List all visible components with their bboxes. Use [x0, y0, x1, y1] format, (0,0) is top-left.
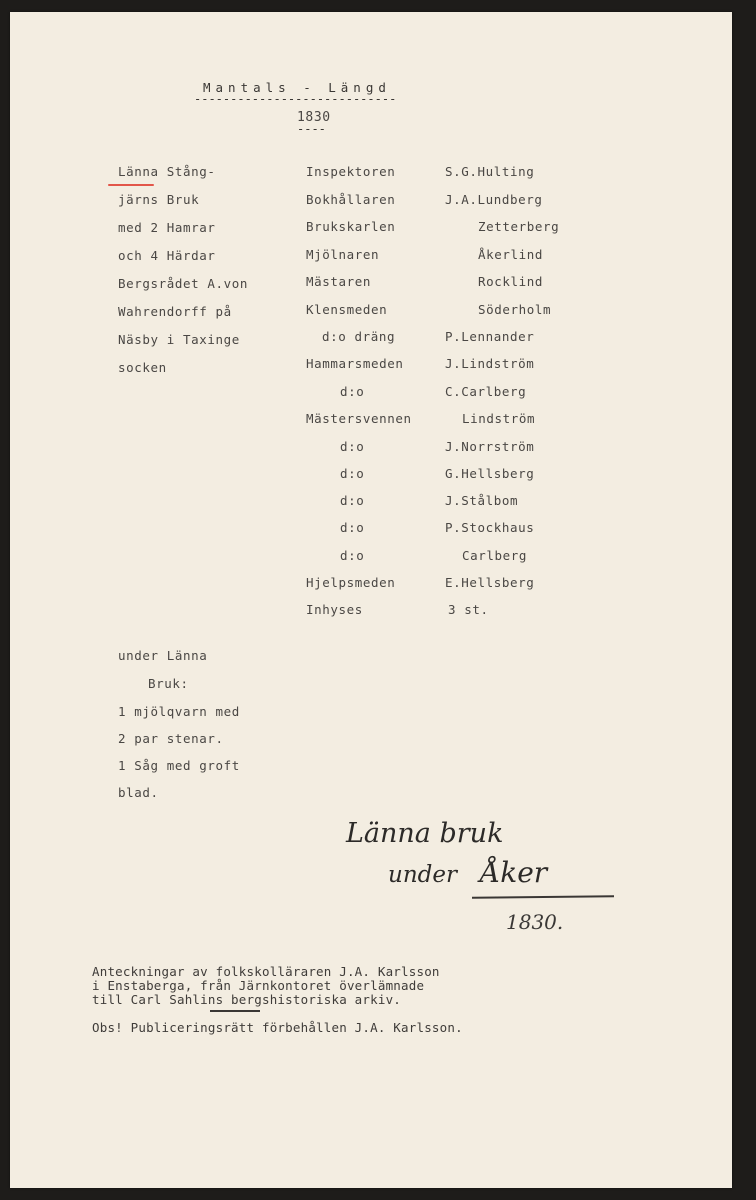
name-entry: Zetterberg: [478, 219, 560, 234]
role-entry: Klensmeden: [306, 302, 388, 317]
left-line: Näsby i Taxinge: [118, 332, 240, 347]
under-line: under Länna: [118, 648, 208, 663]
role-entry: d:o dräng: [322, 329, 396, 344]
name-entry: P.Stockhaus: [445, 520, 535, 535]
role-entry: d:o: [340, 493, 365, 508]
name-entry: Lindström: [462, 411, 536, 426]
handwritten-year: 1830.: [506, 910, 564, 934]
name-entry: Söderholm: [478, 302, 552, 317]
title-underline: ----------------------------: [194, 92, 397, 106]
name-entry: G.Hellsberg: [445, 466, 535, 481]
role-entry: Hjelpsmeden: [306, 575, 396, 590]
name-entry: J.Lindström: [445, 356, 535, 371]
footer-note: Obs! Publiceringsrätt förbehållen J.A. Karlsson.: [92, 1020, 463, 1035]
left-line: Länna Stång-: [118, 164, 216, 179]
left-line: med 2 Hamrar: [118, 220, 216, 235]
role-entry: Mjölnaren: [306, 247, 380, 262]
handwritten-line: Åker: [480, 856, 548, 889]
footer-line: Anteckningar av folkskolläraren J.A. Karlsson: [92, 964, 440, 979]
role-entry: Inhyses: [306, 602, 363, 617]
name-entry: E.Hellsberg: [445, 575, 535, 590]
red-underline-mark: [108, 184, 154, 186]
role-entry: Mästaren: [306, 274, 372, 289]
left-line: socken: [118, 360, 167, 375]
footer-divider: [210, 1010, 260, 1012]
left-line: och 4 Härdar: [118, 248, 216, 263]
role-entry: d:o: [340, 384, 365, 399]
header-year: 1830: [297, 110, 331, 125]
name-entry: P.Lennander: [445, 329, 535, 344]
name-entry: Carlberg: [462, 548, 528, 563]
name-entry: 3 st.: [448, 602, 489, 617]
under-line: 1 Såg med groft: [118, 758, 240, 773]
role-entry: d:o: [340, 466, 365, 481]
name-entry: J.Stålbom: [445, 493, 519, 508]
role-entry: d:o: [340, 548, 365, 563]
handwritten-underline: [472, 895, 614, 898]
footer-line: till Carl Sahlins bergshistoriska arkiv.: [92, 992, 402, 1007]
role-entry: Mästersvennen: [306, 411, 412, 426]
name-entry: Åkerlind: [478, 247, 544, 262]
name-entry: C.Carlberg: [445, 384, 527, 399]
page-title: Mantals - Längd: [203, 80, 391, 95]
document-page: [10, 12, 732, 1188]
role-entry: Brukskarlen: [306, 219, 396, 234]
name-entry: Rocklind: [478, 274, 544, 289]
handwritten-line: Länna bruk: [346, 818, 504, 849]
role-entry: Inspektoren: [306, 164, 396, 179]
name-entry: S.G.Hulting: [445, 164, 535, 179]
footer-line: i Enstaberga, från Järnkontoret överlämnade: [92, 978, 425, 993]
left-line: Wahrendorff på: [118, 304, 232, 319]
under-line: 1 mjölqvarn med: [118, 704, 240, 719]
role-entry: Bokhållaren: [306, 192, 396, 207]
under-line: 2 par stenar.: [118, 731, 224, 746]
left-line: järns Bruk: [118, 192, 200, 207]
handwritten-line: under: [388, 862, 457, 888]
name-entry: J.A.Lundberg: [445, 192, 543, 207]
role-entry: Hammarsmeden: [306, 356, 404, 371]
role-entry: d:o: [340, 520, 365, 535]
under-line: Bruk:: [148, 676, 189, 691]
name-entry: J.Norrström: [445, 439, 535, 454]
under-line: blad.: [118, 785, 159, 800]
role-entry: d:o: [340, 439, 365, 454]
year-underline: ----: [297, 122, 326, 136]
left-line: Bergsrådet A.von: [118, 276, 249, 291]
